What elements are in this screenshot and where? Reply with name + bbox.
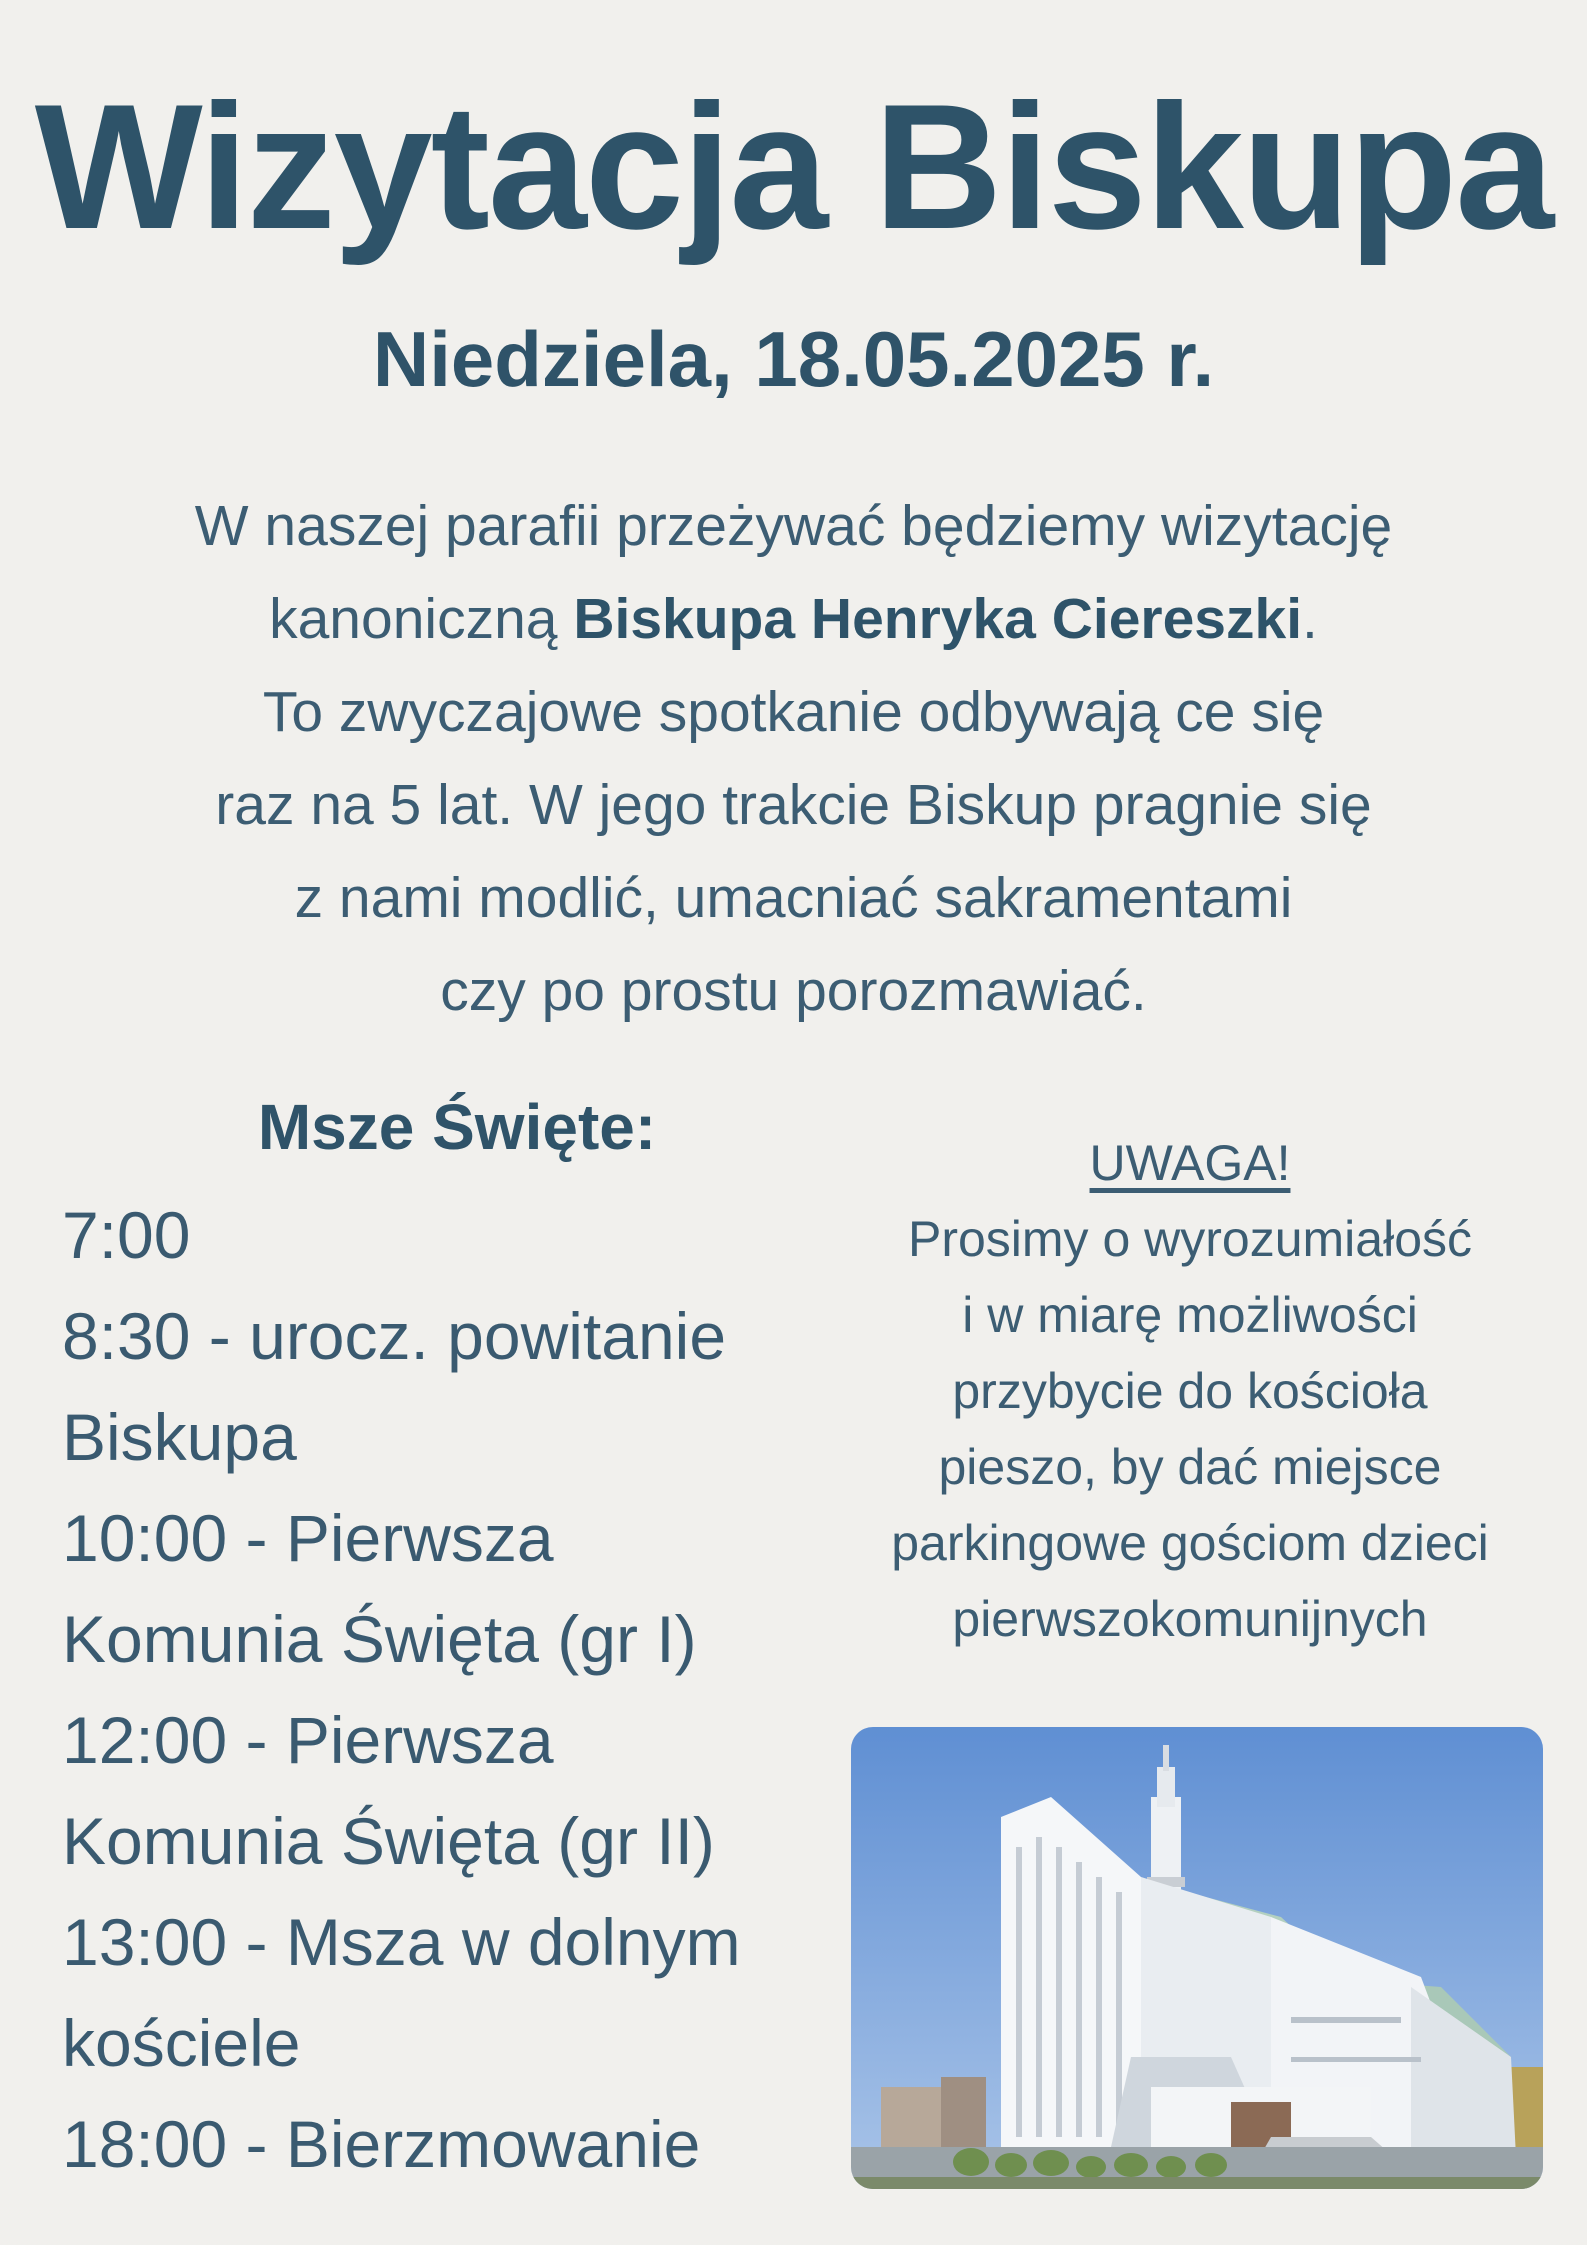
church-photo	[851, 1727, 1543, 2189]
distant-building	[941, 2077, 986, 2147]
page-title: Wizytacja Biskupa	[34, 67, 1553, 266]
schedule-line: Komunia Święta (gr I)	[62, 1602, 697, 1676]
schedule-line: kościele	[62, 2006, 301, 2080]
notice-line: i w miarę możliwości	[962, 1287, 1418, 1343]
intro-line	[60, 573, 1527, 666]
notice-line: pierwszokomunijnych	[952, 1591, 1428, 1647]
notice-box	[840, 1125, 1540, 1657]
intro-line: czy po prostu porozmawiać.	[440, 959, 1147, 1023]
intro-text: .	[1302, 587, 1318, 651]
intro-line: z nami modlić, umacniać sakramentami	[294, 866, 1293, 930]
intro-line: raz na 5 lat. W jego trakcie Biskup pragnie się	[215, 773, 1372, 837]
notice-line: parkingowe gościom dzieci	[891, 1515, 1489, 1571]
intro-paragraph	[60, 480, 1527, 1038]
schedule-line: 12:00 - Pierwsza	[62, 1703, 554, 1777]
intro-line: W naszej parafii przeżywać będziemy wizytację	[194, 494, 1393, 558]
notice-heading: UWAGA!	[1089, 1135, 1291, 1191]
bishop-name: Biskupa Henryka Ciereszki	[573, 587, 1303, 651]
masses-heading: Msze Święte:	[257, 1091, 657, 1163]
event-date: Niedziela, 18.05.2025 r.	[372, 315, 1215, 403]
schedule-line: 8:30 - urocz. powitanie	[62, 1299, 727, 1373]
intro-text: kanoniczną	[269, 587, 574, 651]
schedule-line: 10:00 - Pierwsza	[62, 1501, 554, 1575]
mass-schedule	[62, 1185, 882, 2195]
notice-line: pieszo, by dać miejsce	[938, 1439, 1442, 1495]
notice-line: przybycie do kościoła	[952, 1363, 1428, 1419]
schedule-line: 18:00 - Bierzmowanie	[62, 2107, 701, 2181]
schedule-line: Komunia Święta (gr II)	[62, 1804, 715, 1878]
notice-line: Prosimy o wyrozumiałość	[907, 1211, 1472, 1267]
schedule-line: Biskupa	[62, 1400, 297, 1474]
schedule-line: 7:00	[62, 1198, 191, 1272]
schedule-line: 13:00 - Msza w dolnym	[62, 1905, 741, 1979]
intro-line: To zwyczajowe spotkanie odbywają ce się	[262, 680, 1325, 744]
